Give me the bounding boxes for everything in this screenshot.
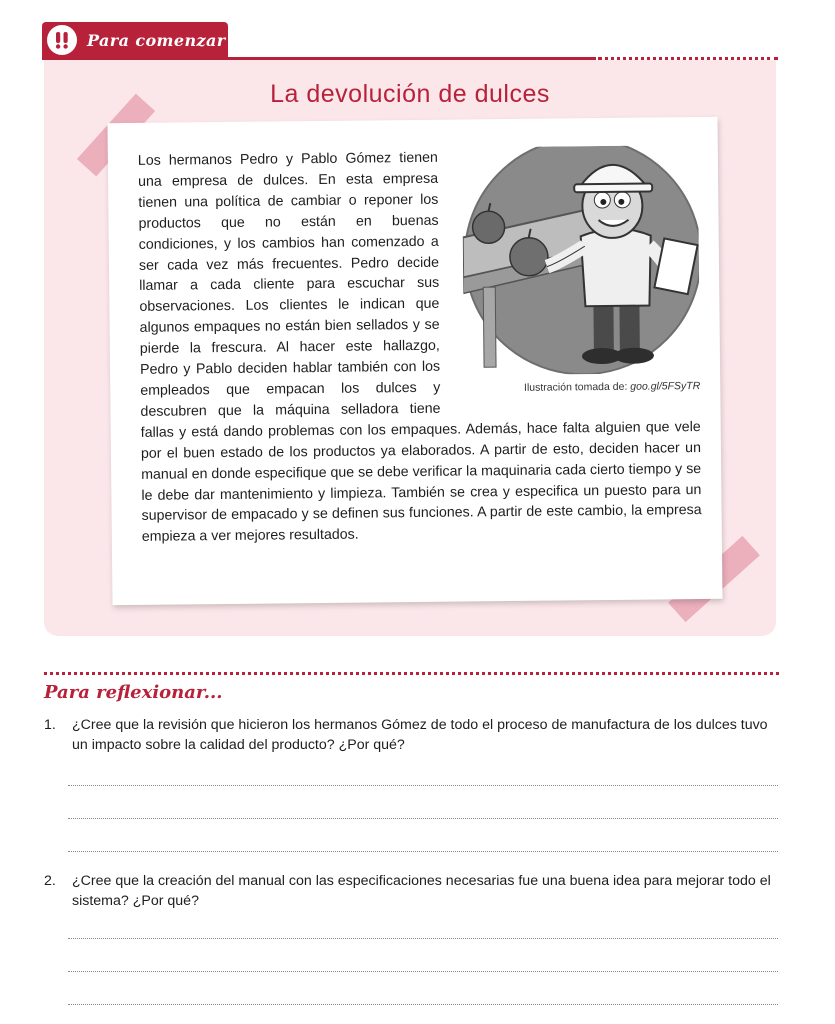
question-1: 1. ¿Cree que la revisión que hicieron los hermanos Gómez de todo el proceso de manufactura de los dulces tuvo un impacto sobre la calidad del producto? ¿Por qué? <box>44 717 768 753</box>
reading-title: La devolución de dulces <box>270 80 550 108</box>
answer-line[interactable] <box>68 938 778 939</box>
answer-line[interactable] <box>68 851 778 852</box>
illustration <box>452 145 701 396</box>
answer-line[interactable] <box>68 971 778 972</box>
answer-line[interactable] <box>68 785 778 786</box>
reading-paragraph: Los hermanos Pedro y Pablo Gómez tienen una empresa de dulces. En esta empresa tienen una política de cambiar o reponer los productos que no están en buenas condiciones, y los cambios han comenzado a ser cada vez más frecuentes. Pedro decide llamar a cada cliente para escuchar sus observaciones. Los clientes le indican que algunos empaques no están bien sellados y se pierde la frescura. Al hacer este hallazgo, Pedro y Pablo deciden hablar también con los empleados que empacan los dulces y descubren que la máquina selladora tiene fallas y está dando problemas con los empaques. Además, hace falta alguien que vele por el buen estado de los productos ya elaborados. A partir de esto, deciden hacer un manual en donde especifique que se debe verificar la maquinaria cada cierto tiempo y se le debe dar mantenimiento y limpieza. También se crea y especifica un puesto para un supervisor de empacado y se definen sus funciones. A partir de este cambio, la empresa empieza a ver mejores resultados. <box>137 149 702 546</box>
section-tab <box>42 22 228 58</box>
reading-card <box>107 117 722 605</box>
reflect-dotted-rule <box>44 672 779 675</box>
worker-illustration <box>462 145 700 375</box>
illustration-caption: Ilustración tomada de: goo.gl/5FSyTR <box>523 380 701 394</box>
answer-line[interactable] <box>68 818 778 819</box>
question-2: 2. ¿Cree que la creación del manual con las especificaciones necesarias fue una buena idea para mejorar todo el sistema? ¿Por qué? <box>44 873 771 909</box>
reflect-title: Para reflexionar... <box>44 682 223 703</box>
answer-line[interactable] <box>68 1004 778 1005</box>
exclamation-icon <box>47 25 77 55</box>
section-label: Para comenzar <box>87 30 226 50</box>
